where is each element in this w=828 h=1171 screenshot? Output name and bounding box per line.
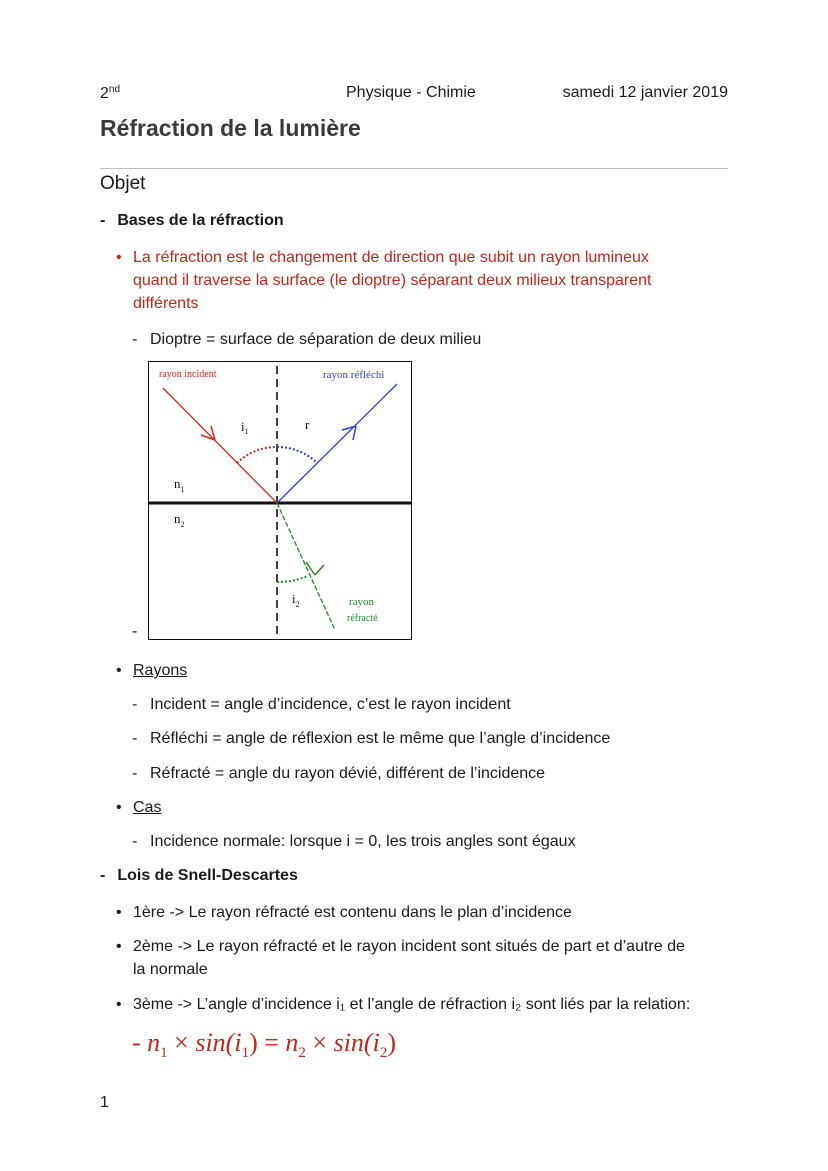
n2-label: $n_2$ (174, 511, 185, 529)
reflected-label: rayon réfléchi (323, 369, 385, 381)
refraction-diagram (148, 361, 412, 640)
rayon-item: Réfléchi = angle de réflexion est le même que l’angle d’incidence (150, 730, 611, 747)
dioptre-text: Dioptre = surface de séparation de deux milieu (150, 331, 482, 348)
definition-line: différents (133, 295, 199, 312)
cas-item: Incidence normale: lorsque i = 0, les trois angles sont égaux (150, 833, 576, 850)
law-item: 1ère -> Le rayon réfracté est contenu dans le plan d’incidence (133, 904, 572, 921)
dash-icon: - (132, 833, 138, 850)
rayons-heading: Rayons (133, 662, 188, 679)
rayon-item: Réfracté = angle du rayon dévié, différent de l’incidence (150, 765, 546, 782)
reflected-arrow-icon (342, 426, 356, 440)
refracted-ray (277, 503, 335, 630)
law-line: la normale (133, 961, 208, 978)
diagram-svg (149, 362, 411, 639)
refracted-label-2: réfracté (347, 613, 378, 624)
n1-label: $n_1$ (174, 476, 185, 494)
i1-label: $i_1$ (241, 419, 249, 436)
page-number: 1 (100, 1094, 109, 1111)
page-title: Réfraction de la lumière (100, 115, 361, 141)
dash-icon: - (132, 730, 138, 747)
law-item (133, 935, 685, 981)
refracted-label-1: rayon (349, 596, 375, 608)
law-line: 2ème -> Le rayon réfracté et le rayon incident sont situés de part et d’autre de (133, 938, 685, 955)
i1-arc (237, 447, 277, 463)
divider (100, 168, 728, 169)
definition (133, 246, 652, 315)
dash-icon: - (132, 765, 138, 782)
law-item: 3ème -> L’angle d’incidence i₁ et l’angle de réfraction i₂ sont liés par la relation: (133, 996, 691, 1013)
bullet-icon: • (116, 904, 122, 921)
refracted-arrow-icon (306, 562, 324, 575)
class-level: 2nd (100, 84, 121, 102)
bullet-icon: • (116, 996, 122, 1013)
definition-line: quand il traverse la surface (le dioptre) séparant deux milieux transparent (133, 272, 652, 289)
r-label: r (305, 417, 310, 432)
bullet-icon: • (116, 249, 122, 266)
bullet-icon: • (116, 938, 122, 955)
dash-icon: - (132, 331, 138, 348)
cas-heading: Cas (133, 799, 162, 816)
snell-formula: - $n_1 \times \sin(i_1) = n_2 \times \sin(i_2)$ (132, 1028, 396, 1062)
bullet-icon: • (116, 799, 122, 816)
objet-heading: Objet (100, 173, 146, 194)
bullet-icon: • (116, 662, 122, 679)
definition-line: La réfraction est le changement de direction que subit un rayon lumineux (133, 249, 649, 266)
r-arc (277, 447, 317, 463)
dash-icon: - (132, 623, 138, 640)
section-heading: - Bases de la réfraction (100, 212, 284, 229)
i2-arc (277, 576, 308, 582)
reflected-ray (277, 384, 397, 503)
i2-label: $i_2$ (292, 591, 300, 609)
section-heading: - Lois de Snell-Descartes (100, 867, 298, 884)
rayon-item: Incident = angle d’incidence, c’est le rayon incident (150, 696, 511, 713)
subject: Physique - Chimie (346, 84, 476, 101)
incident-label: rayon incident (159, 369, 217, 380)
date: samedi 12 janvier 2019 (562, 84, 728, 101)
dash-icon: - (132, 696, 138, 713)
